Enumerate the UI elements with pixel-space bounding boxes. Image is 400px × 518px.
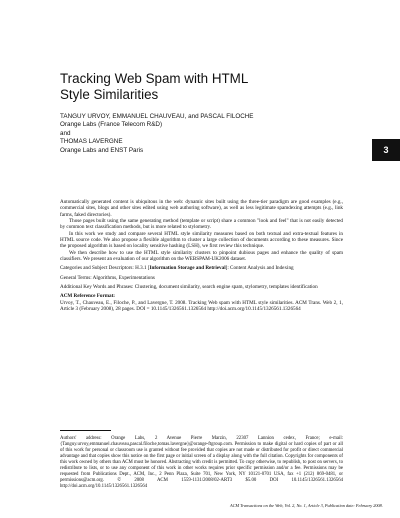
title-line-1: Tracking Web Spam with HTML: [60, 71, 249, 86]
acm-format-heading: ACM Reference Format:: [60, 293, 115, 300]
title-line-2: Style Similarities: [60, 86, 159, 102]
abstract-paragraph: We then describe how to use the HTML style similarity clusters to pinpoint dubious pages and enhance the quality of spam classifiers. We present an evaluation of our algorithm on the WEBSPAM-UK2006 dataset.: [60, 249, 343, 263]
keywords: Additional Key Words and Phrases: Clustering, document similarity, search engine spam, stylometry, templates identification: [60, 284, 318, 291]
categories-descriptors: [60, 265, 343, 271]
chapter-tab: 3: [372, 139, 400, 161]
categories-suffix: ]: Content Analysis and Indexing: [225, 265, 294, 272]
categories-bold: Information Storage and Retrieval: [149, 265, 226, 272]
abstract-paragraph: Automatically generated content is ubiquitous in the web: dynamic sites built using the three-tier paradigm are good examples (e.g., commercial sites, blogs and other sites edited using web authoring software), as well as less legitimate spamdexing attempts (e.g., link farms, faked directories).: [60, 199, 343, 218]
affiliation-1: Orange Labs (France Telecom R&D): [60, 121, 163, 129]
general-terms: General Terms: Algorithms, Experimentations: [60, 274, 155, 281]
author-block: [60, 113, 350, 155]
author-names-1: TANGUY URVOY, EMMANUEL CHAUVEAU, and PASCAL FILOCHE: [60, 113, 254, 120]
author-conjunction: and: [60, 129, 71, 137]
acm-format-text: Urvoy, T., Chauveau, E., Filoche, P., and Lavergne, T. 2008. Tracking Web spam with HTML style similarities. ACM Trans. Web 2, 1, Article 3 (February 2008), 28 pages. DOI = 10.1145/1326561.1326564 http://doi.acm.org/10.1145/1326561.1326564: [60, 299, 343, 313]
abstract-paragraph: Those pages built using the same generating method (template or script) share a common "look and feel" that is not easily detected by common text classification methods, but is more related to stylometry.: [60, 218, 343, 231]
footnote: [60, 436, 343, 490]
abstract-paragraph: In this work we study and compare several HTML style similarity measures based on both textual and extra-textual features in HTML source code. We also propose a flexible algorithm to cluster a large collection of documents according to these measures. Since the proposed algorithm is based on locality sensitive hashing (LSH), we first review this technique.: [60, 230, 343, 250]
paper-title: [60, 71, 340, 102]
running-footer: ACM Transactions on the Web, Vol. 2, No. 1, Article 3, Publication date: February 2008.: [230, 503, 383, 508]
author-names-2: THOMAS LAVERGNE: [60, 138, 123, 146]
abstract: [60, 199, 343, 313]
footnote-text: Authors' address: Orange Labs, 2 Avenue Pierre Marzin, 22307 Lannion cedex, France; e-mail: {Tanguy.urvoy,emmanuel.chauveau,pascal.filoche,tomas.lavergne}@orange-ftgroup.com. Permission to make digital or hard copies of part or all of this work for personal or classroom use is granted without fee provided that copies are not made or distributed for profit or direct commercial advantage and that copies show this notice on the first page or initial screen of a display along with the full citation. Copyrights for components of this work owned by others than ACM must be honored. Abstracting with credit is permitted. To copy otherwise, to republish, to post on servers, to redistribute to lists, or to use any component of this work in other works requires prior specific permission and/or a fee. Permissions may be requested from Publications Dept., ACM, Inc., 2 Penn Plaza, Suite 701, New York, NY 10121-0701 USA, fax +1 (212) 869-0481, or permissions@acm.org. © 2008 ACM 1559-1131/2008/02-ART3 $5.00 DOI 10.1145/1326561.1326564 http://doi.acm.org/10.1145/1326561.1326564: [60, 436, 343, 489]
footnote-divider: [60, 430, 111, 431]
affiliation-2: Orange Labs and ENST Paris: [60, 146, 144, 154]
categories-prefix: Categories and Subject Descriptors: H.3.1 [: [60, 265, 150, 272]
